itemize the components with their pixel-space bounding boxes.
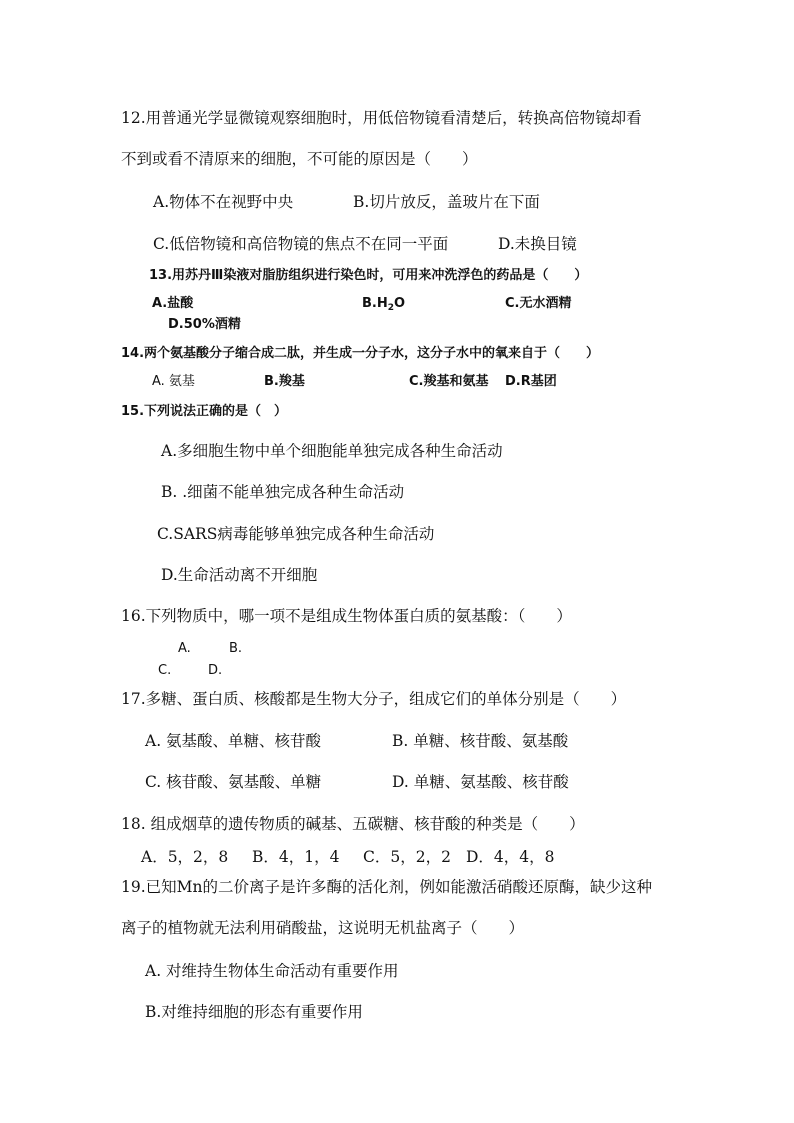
q14-stem: 14.两个氨基酸分子缩合成二肽，并生成一分子水，这分子水中的氧来自于（ ） <box>121 346 600 361</box>
q17-option-c: C. 核苷酸、氨基酸、单糖 <box>145 773 322 791</box>
q19-option-b: B.对维持细胞的形态有重要作用 <box>145 1003 363 1021</box>
q19-option-a: A. 对维持生物体生命活动有重要作用 <box>145 962 399 980</box>
q17-stem: 17.多糖、蛋白质、核酸都是生物大分子，组成它们的单体分别是（ ） <box>121 690 627 708</box>
q12-stem-line1: 12.用普通光学显微镜观察细胞时，用低倍物镜看清楚后，转换高倍物镜却看 <box>121 109 642 127</box>
q17-option-b: B. 单糖、核苷酸、氨基酸 <box>392 732 569 750</box>
q15-option-a: A.多细胞生物中单个细胞能单独完成各种生命活动 <box>161 442 503 460</box>
q16-option-c: C. <box>158 663 172 678</box>
q15-option-c: C.SARS病毒能够单独完成各种生命活动 <box>157 525 435 543</box>
q14-option-b: B.羧基 <box>264 374 305 389</box>
q18-option-c: C．5，2，2 <box>363 848 451 866</box>
q14-option-d: D.R基团 <box>505 374 557 389</box>
q17-option-a: A. 氨基酸、单糖、核苷酸 <box>145 732 322 750</box>
q12-option-b: B.切片放反，盖玻片在下面 <box>353 193 540 211</box>
q15-option-b: B. .细菌不能单独完成各种生命活动 <box>161 483 405 501</box>
q13-option-d: D.50%酒精 <box>168 317 241 332</box>
q18-option-b: B．4，1，4 <box>252 848 340 866</box>
q15-option-d: D.生命活动离不开细胞 <box>161 566 318 584</box>
q19-stem-line2: 离子的植物就无法利用硝酸盐，这说明无机盐离子（ ） <box>121 919 525 937</box>
q14-option-a: A. 氨基 <box>152 374 195 389</box>
q18-option-a: A．5，2，8 <box>141 848 229 866</box>
q16-option-b: B. <box>229 641 243 656</box>
q16-option-d: D. <box>208 663 223 678</box>
q16-option-a: A. <box>178 641 191 656</box>
q13-option-c: C.无水酒精 <box>505 296 572 311</box>
q12-option-a: A.物体不在视野中央 <box>153 193 294 211</box>
q12-stem-line2: 不到或看不清原来的细胞，不可能的原因是（ ） <box>121 150 478 168</box>
q14-option-c: C.羧基和氨基 <box>409 374 489 389</box>
q13-stem: 13.用苏丹Ⅲ染液对脂肪组织进行染色时，可用来冲洗浮色的药品是（ ） <box>149 268 588 283</box>
q15-stem: 15.下列说法正确的是（ ） <box>121 404 288 419</box>
q19-stem-line1: 19.已知Mn的二价离子是许多酶的活化剂，例如能激活硝酸还原酶，缺少这种 <box>121 878 653 896</box>
q13-option-b: $B.H_2O$ <box>362 296 406 313</box>
q12-option-d: D.未换目镜 <box>498 235 577 253</box>
q18-option-d: D．4，4，8 <box>466 848 555 866</box>
q16-stem: 16.下列物质中，哪一项不是组成生物体蛋白质的氨基酸：（ ） <box>121 607 572 625</box>
q13-option-a: A.盐酸 <box>152 296 194 311</box>
q17-option-d: D. 单糖、氨基酸、核苷酸 <box>392 773 569 791</box>
q18-stem: 18. 组成烟草的遗传物质的碱基、五碳糖、核苷酸的种类是（ ） <box>121 815 585 833</box>
q12-option-c: C.低倍物镜和高倍物镜的焦点不在同一平面 <box>153 235 449 253</box>
